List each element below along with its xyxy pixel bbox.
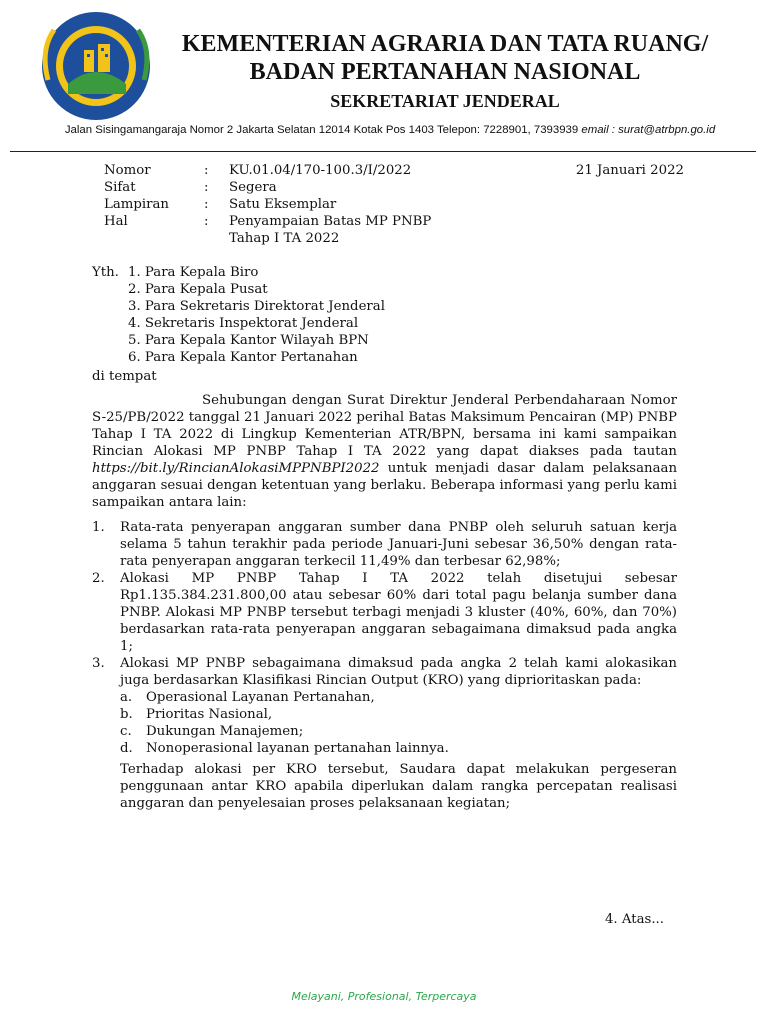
recipient-item bbox=[92, 298, 385, 315]
recipient-item bbox=[92, 349, 385, 366]
list-text: Rata-rata penyerapan anggaran sumber dana PNBP oleh seluruh satuan kerja selama 5 tahun terakhir pada periode Januari-Juni sebesar 36,50% dengan rata-rata penyerapan anggaran terkecil 11,49% dan terbesar 62,98%; bbox=[120, 520, 677, 569]
meta-value-cont: Tahap I TA 2022 bbox=[229, 231, 340, 246]
list-number: 1. bbox=[92, 520, 105, 535]
ministry-name-line1: KEMENTERIAN AGRARIA DAN TATA RUANG/ bbox=[181, 31, 709, 57]
unit-name: SEKRETARIAT JENDERAL bbox=[330, 91, 560, 111]
sublist-item bbox=[120, 723, 677, 740]
recipient-text: 3. Para Sekretaris Direktorat Jenderal bbox=[128, 299, 385, 314]
recipient-text: 1. Para Kepala Biro bbox=[128, 265, 259, 280]
meta-row-hal-cont bbox=[104, 230, 684, 247]
sublist-text: Operasional Layanan Pertanahan, bbox=[146, 690, 375, 705]
point3-tail: Terhadap alokasi per KRO tersebut, Saudara dapat melakukan pergeseran penggunaan antar KRO apabila diperlukan dalam rangka percepatan realisasi anggaran dan penyelesaian proses pelaksanaan kegiatan; bbox=[120, 762, 677, 811]
meta-key: Nomor bbox=[104, 163, 151, 178]
recipient-prefix: Yth. bbox=[92, 265, 119, 280]
sublist-item bbox=[120, 689, 677, 706]
recipient-text: 2. Para Kepala Pusat bbox=[128, 282, 268, 297]
meta-colon: : bbox=[204, 180, 209, 195]
meta-colon: : bbox=[204, 163, 209, 178]
meta-colon: : bbox=[204, 214, 209, 229]
meta-colon: : bbox=[204, 197, 209, 212]
sublist-letter: a. bbox=[120, 690, 133, 705]
meta-value: Penyampaian Batas MP PNBP bbox=[229, 214, 432, 229]
recipient-item bbox=[92, 315, 385, 332]
letter-date: 21 Januari 2022 bbox=[575, 163, 684, 178]
recipient-text: 5. Para Kepala Kantor Wilayah BPN bbox=[128, 333, 369, 348]
recipient-item bbox=[92, 332, 385, 349]
page-continuation: 4. Atas... bbox=[604, 912, 664, 927]
recipient-item bbox=[92, 264, 385, 281]
recipient-item bbox=[92, 281, 385, 298]
recipient-text: 6. Para Kepala Kantor Pertanahan bbox=[128, 350, 358, 365]
list-item bbox=[92, 519, 677, 570]
meta-key: Hal bbox=[104, 214, 128, 229]
sublist-text: Nonoperasional layanan pertanahan lainnya. bbox=[146, 741, 449, 756]
email-text: email : surat@atrbpn.go.id bbox=[581, 124, 716, 136]
list-text: Alokasi MP PNBP Tahap I TA 2022 telah disetujui sebesar Rp1.135.384.231.800,00 atau sebesar 60% dari total pagu belanja sumber dana PNBP. Alokasi MP PNBP tersebut terbagi menjadi 3 kluster (40%, 60%, dan 70%) berdasarkan rata-rata penyerapan anggaran sebagaimana dimaksud pada angka 1; bbox=[120, 571, 677, 654]
recipient-text: 4. Sekretaris Inspektorat Jenderal bbox=[128, 316, 359, 331]
list-item bbox=[92, 570, 677, 655]
sublist-letter: d. bbox=[120, 741, 133, 756]
meta-value: KU.01.04/170-100.3/I/2022 bbox=[229, 163, 412, 178]
sublist-letter: c. bbox=[120, 724, 132, 739]
list-number: 2. bbox=[92, 571, 105, 586]
meta-key: Sifat bbox=[104, 180, 136, 195]
sublist-text: Dukungan Manajemen; bbox=[146, 724, 304, 739]
paragraph-text: Sehubungan dengan Surat Direktur Jenderal Perbendaharaan Nomor S-25/PB/2022 tanggal 21 Januari 2022 perihal Batas Maksimum Pencairan (MP) PNBP Tahap I TA 2022 di Lingkup Kementerian ATR/BPN, bersama ini kami sampaikan Rincian Alokasi MP PNBP Tahap I TA 2022 yang dapat diakses pada tautan bbox=[92, 393, 677, 459]
ministry-name-line2: BADAN PERTANAHAN NASIONAL bbox=[249, 59, 641, 85]
letter-meta bbox=[104, 162, 684, 247]
list-item bbox=[92, 655, 677, 812]
sublist-item bbox=[120, 740, 677, 757]
letterhead bbox=[150, 30, 740, 114]
sublist-item bbox=[120, 706, 677, 723]
sublist-text: Prioritas Nasional, bbox=[146, 707, 273, 722]
recipients bbox=[92, 264, 385, 366]
recipient-place: di tempat bbox=[92, 369, 157, 384]
address-line bbox=[40, 124, 740, 136]
meta-value: Satu Eksemplar bbox=[229, 197, 337, 212]
meta-value: Segera bbox=[229, 180, 277, 195]
link-text[interactable]: https://bit.ly/RincianAlokasiMPPNBPI2022 bbox=[92, 461, 380, 476]
paragraph-text: untuk menjadi dasar dalam pelaksanaan anggaran sesuai dengan ketentuan yang berlaku. Beberapa informasi yang perlu kami sampaikan antara lain: bbox=[92, 461, 678, 510]
sublist-letter: b. bbox=[120, 707, 133, 722]
meta-key: Lampiran bbox=[104, 197, 169, 212]
footer-motto: Melayani, Profesional, Terpercaya bbox=[291, 990, 477, 1003]
opening-paragraph bbox=[92, 392, 677, 511]
meta-row-sifat bbox=[104, 179, 684, 196]
atr-bpn-logo bbox=[40, 10, 152, 122]
meta-row-hal bbox=[104, 213, 684, 230]
points-list bbox=[92, 519, 677, 812]
meta-row-lampiran bbox=[104, 196, 684, 213]
list-number: 3. bbox=[92, 656, 105, 671]
list-text: Alokasi MP PNBP sebagaimana dimaksud pada angka 2 telah kami alokasikan juga berdasarkan Klasifikasi Rincian Output (KRO) yang diprioritaskan pada: bbox=[120, 656, 677, 688]
address-text: Jalan Sisingamangaraja Nomor 2 Jakarta Selatan 12014 Kotak Pos 1403 Telepon: 7228901, 7393939 bbox=[64, 124, 579, 136]
header-divider bbox=[10, 151, 756, 152]
